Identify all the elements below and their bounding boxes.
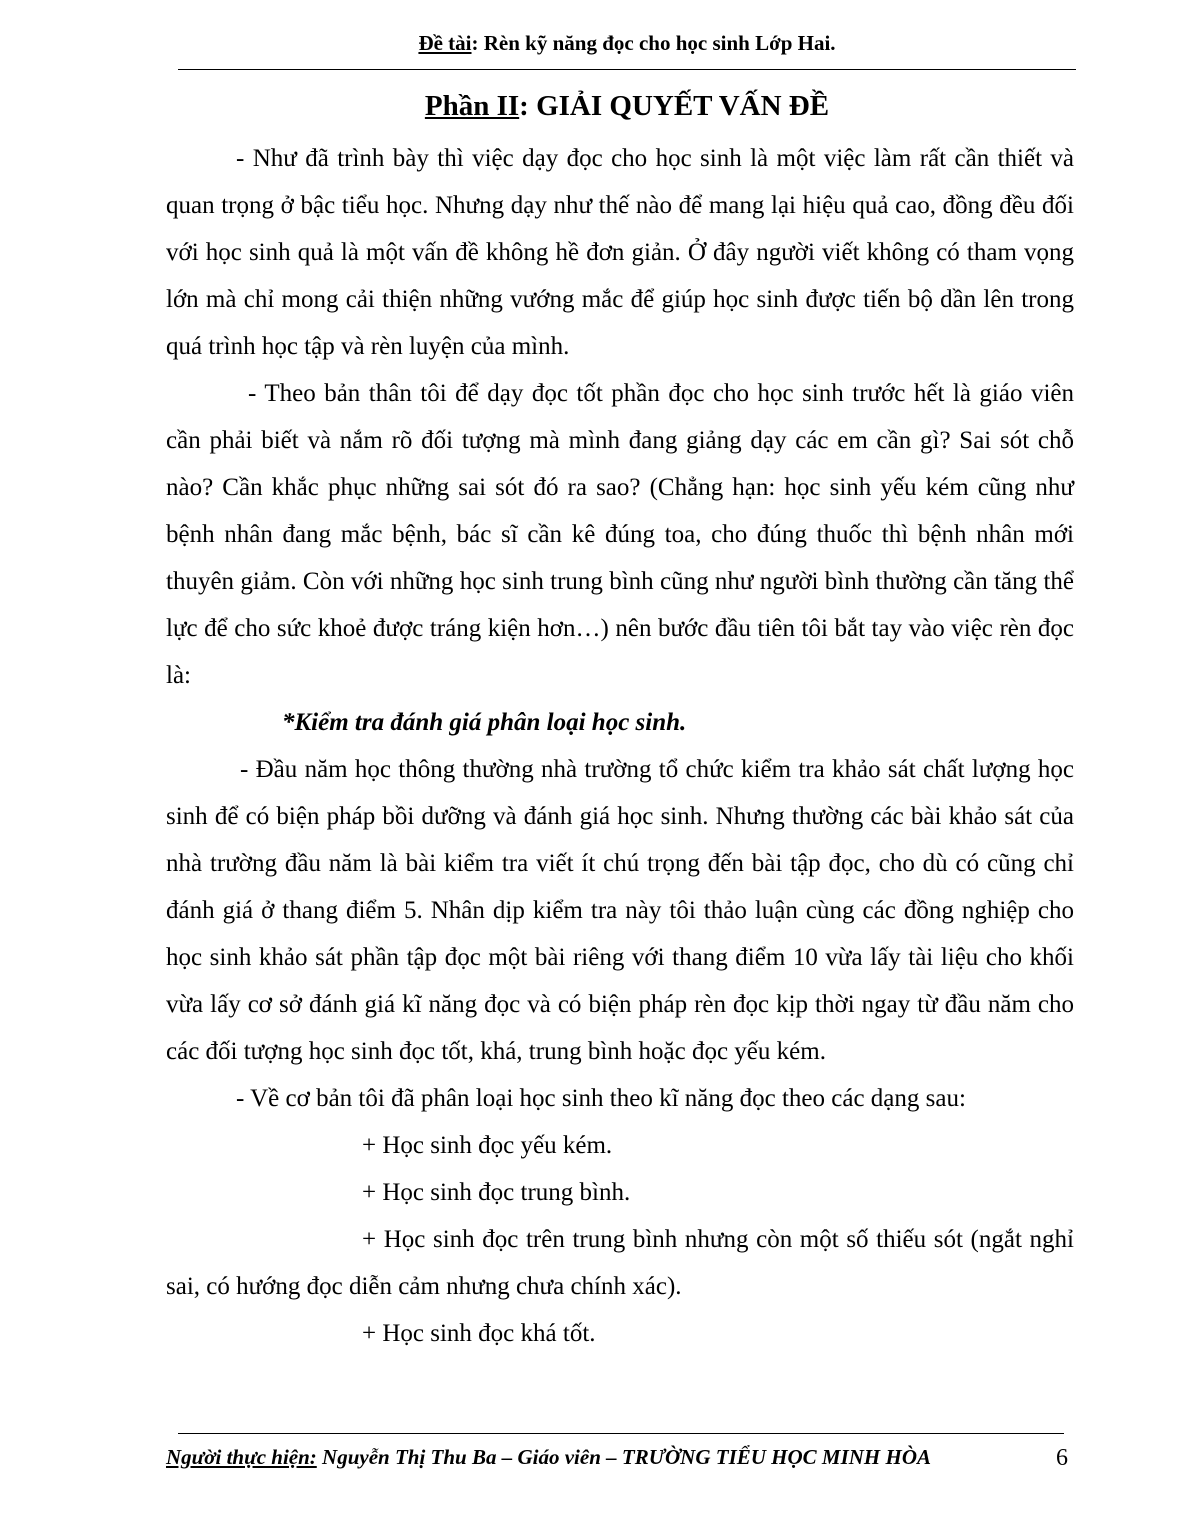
paragraph-3: - Đầu năm học thông thường nhà trường tổ chức kiểm tra khảo sát chất lượng học sinh để có biện pháp bồi dưỡng và đánh giá học sinh. Nhưng thường các bài khảo sát của nhà trường đầu năm là bài kiểm tra viết ít chú trọng đến bài tập đọc, cho dù có cũng chỉ đánh giá ở thang điểm 5. Nhân dịp kiểm tra này tôi thảo luận cùng các đồng nghiệp cho học sinh khảo sát phần tập đọc một bài riêng với thang điểm 10 vừa lấy tài liệu cho khối vừa lấy cơ sở đánh giá kĩ năng đọc và có biện pháp rèn đọc kịp thời ngay từ đầu năm cho các đối tượng học sinh đọc tốt, khá, trung bình hoặc đọc yếu kém. [166,756,1074,1065]
list-item: + Học sinh đọc trung bình. [362,1179,631,1206]
running-footer [166,1442,1076,1472]
list-item: + Học sinh đọc trên trung bình nhưng còn một số thiếu sót (ngắt nghỉ sai, có hướng đọc diễn cảm nhưng chưa chính xác). [166,1226,1074,1300]
page-number: 6 [1056,1445,1068,1471]
section-part: Phần II [424,90,520,122]
paragraph-1: - Như đã trình bày thì việc dạy đọc cho học sinh là một việc làm rất cần thiết và quan trọng ở bậc tiểu học. Nhưng dạy như thế nào để mang lại hiệu quả cao, đồng đều đối với học sinh quả là một vấn đề không hề đơn giản. Ở đây người viết không có tham vọng lớn mà chỉ mong cải thiện những vướng mắc để giúp học sinh được tiến bộ dần lên trong quá trình học tập và rèn luyện của mình. [166,145,1074,360]
footer-rule [178,1433,1064,1434]
header-text: : Rèn kỹ năng đọc cho học sinh Lớp Hai. [471,31,836,55]
list-item: + Học sinh đọc yếu kém. [362,1132,613,1159]
footer-label: Người thực hiện: [166,1445,317,1469]
running-header [178,28,1076,58]
section-title [178,86,1076,126]
header-label: Đề tài [418,31,472,55]
list-item: + Học sinh đọc khá tốt. [362,1320,596,1347]
paragraph-4: - Về cơ bản tôi đã phân loại học sinh theo kĩ năng đọc theo các dạng sau: [236,1085,966,1112]
document-body [166,135,1074,1357]
paragraph-2: - Theo bản thân tôi để dạy đọc tốt phần đọc cho học sinh trước hết là giáo viên cần phải biết và nắm rõ đối tượng mà mình đang giảng dạy các em cần gì? Sai sót chỗ nào? Cần khắc phục những sai sót đó ra sao? (Chẳng hạn: học sinh yếu kém cũng như bệnh nhân đang mắc bệnh, bác sĩ cần kê đúng toa, cho đúng thuốc thì bệnh nhân mới thuyên giảm. Còn với những học sinh trung bình cũng như người bình thường cần tăng thể lực để cho sức khoẻ được tráng kiện hơn…) nên bước đầu tiên tôi bắt tay vào việc rèn đọc là: [166,380,1074,689]
footer-text: Nguyễn Thị Thu Ba – Giáo viên – TRƯỜNG TIỂU HỌC MINH HÒA [316,1445,932,1469]
subheading: *Kiểm tra đánh giá phân loại học sinh. [282,709,687,736]
section-title-text: : GIẢI QUYẾT VẤN ĐỀ [519,90,830,122]
header-rule [178,69,1076,70]
